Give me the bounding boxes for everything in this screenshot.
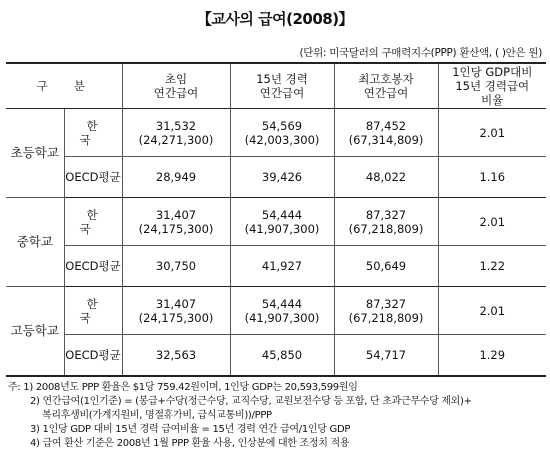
school-label-middle: 중학교: [6, 198, 64, 287]
table-row: [6, 246, 546, 287]
table-cell: 1.16: [438, 157, 546, 198]
table-cell: 54,717: [334, 335, 438, 377]
footnote-4: 4) 급여 환산 기준은 2008년 1월 PPP 환율 사용, 인상분에 대한 조정치 적용: [30, 438, 350, 449]
table-cell: 2.01: [438, 109, 546, 157]
row-label-oecd: OECD평균: [64, 157, 122, 198]
table-cell: 30,750: [122, 246, 230, 287]
unit-note: (단위: 미국달러의 구매력지수(PPP) 환산액, ( )안은 원): [299, 47, 542, 59]
table-cell: 32,563: [122, 335, 230, 377]
table-cell: 41,927: [230, 246, 334, 287]
footnotes: [8, 381, 544, 451]
table-cell: 2.01: [438, 287, 546, 335]
row-label-korea: 한국: [64, 287, 122, 335]
table-cell: 45,850: [230, 335, 334, 377]
table-cell: 31,407 (24,175,300): [122, 198, 230, 246]
salary-table: [6, 62, 546, 377]
header-15yr-salary: 15년 경력 연간급여: [230, 63, 334, 109]
table-cell: 28,949: [122, 157, 230, 198]
table-cell: 54,444 (41,907,300): [230, 198, 334, 246]
header-gubun: 구분: [6, 63, 122, 109]
table-cell: 31,532 (24,271,300): [122, 109, 230, 157]
row-label-oecd: OECD평균: [64, 335, 122, 377]
footnote-2: 2) 연간급여(1인기준) = (봉급+수당(정근수당, 교직수당, 교원보전수당 등 포함, 단 초과근무수당 제외)+: [30, 396, 472, 407]
table-cell: 87,327 (67,218,809): [334, 198, 438, 246]
row-label-korea: 한국: [64, 198, 122, 246]
footnote-2-cont: 복리후생비(가계지원비, 명절휴가비, 급식교통비))/PPP: [42, 410, 272, 421]
table-row: [6, 335, 546, 377]
table-row: [6, 198, 546, 246]
row-label-oecd: OECD평균: [64, 246, 122, 287]
document-title: 【교사의 급여(2008)】: [196, 10, 354, 28]
table-row: [6, 157, 546, 198]
table-row: [6, 287, 546, 335]
table-cell: 50,649: [334, 246, 438, 287]
header-gdp-ratio: 1인당 GDP대비 15년 경력급여 비율: [438, 63, 546, 109]
table-cell: 31,407 (24,175,300): [122, 287, 230, 335]
table-cell: 1.22: [438, 246, 546, 287]
footnote-3: 3) 1인당 GDP 대비 15년 경력 급여비율 = 15년 경력 연간 급여/1인당 GDP: [30, 424, 351, 435]
table-cell: 54,569 (42,003,300): [230, 109, 334, 157]
header-starting-salary: 초임 연간급여: [122, 63, 230, 109]
table-cell: 87,327 (67,218,809): [334, 287, 438, 335]
footnote-1: 주: 1) 2008년도 PPP 환율은 $1당 759.42원이며, 1인당 GDP는 20,593,599원임: [8, 382, 358, 393]
table-cell: 48,022: [334, 157, 438, 198]
table-cell: 87,452 (67,314,809): [334, 109, 438, 157]
table-cell: 1.29: [438, 335, 546, 377]
table-cell: 39,426: [230, 157, 334, 198]
table-row: [6, 109, 546, 157]
table-header-row: [6, 63, 546, 109]
table-cell: 2.01: [438, 198, 546, 246]
table-cell: 54,444 (41,907,300): [230, 287, 334, 335]
school-label-elementary: 초등학교: [6, 109, 64, 198]
header-top-salary: 최고호봉자 연간급여: [334, 63, 438, 109]
row-label-korea: 한국: [64, 109, 122, 157]
school-label-high: 고등학교: [6, 287, 64, 377]
